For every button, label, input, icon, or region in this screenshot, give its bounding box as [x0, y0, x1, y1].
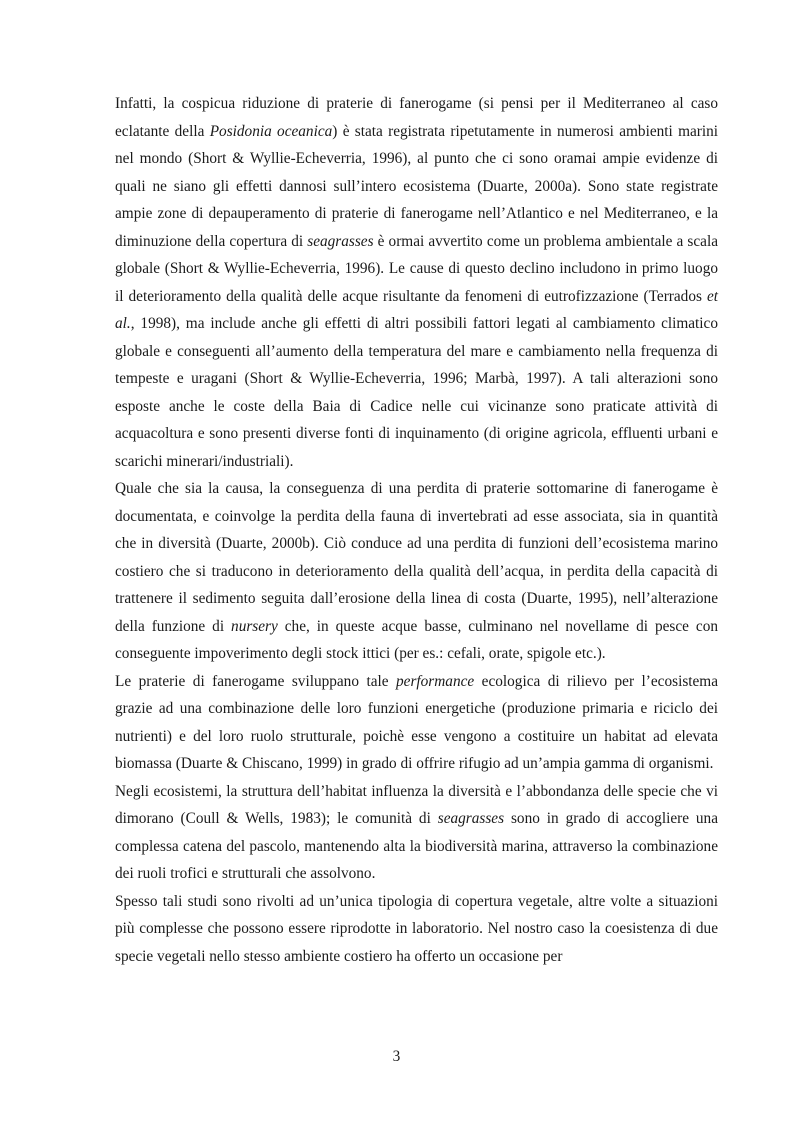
text-run: è ormai avvertito come un problema ambientale a scala globale (Short & Wyllie-Echeverria, 1996). Le cause di questo declino includono in primo luogo il deterioramento della qualità delle acque risultante da fenomeni di eutrofizzazione (Terrados	[115, 232, 718, 305]
text-run: Negli ecosistemi, la struttura dell’habitat influenza la diversità e l’abbondanza delle specie che vi dimorano (Coull & Wells, 1983); le comunità di	[115, 782, 718, 827]
text-run: Le praterie di fanerogame sviluppano tale	[115, 672, 397, 690]
text-run: ) è stata registrata ripetutamente in numerosi ambienti marini nel mondo (Short & Wyllie-Echeverria, 1996), al punto che ci sono oramai ampie evidenze di quali ne siano gli effetti dannosi sull’intero ecosistema (Duarte, 2000a). Sono state registrate ampie zone di depauperamento di praterie di fanerogame nell’Atlantico e nel Mediterraneo, e la diminuzione della copertura di	[115, 122, 718, 250]
paragraph-4	[115, 778, 718, 888]
italic-term: et al.	[115, 287, 718, 332]
text-run: Spesso tali studi sono rivolti ad un’unica tipologia di copertura vegetale, altre volte a situazioni più complesse che possono essere riprodotte in laboratorio. Nel nostro caso la coesistenza di due specie vegetali nello stesso ambiente costiero ha offerto un occasione per	[115, 892, 718, 965]
text-run: che, in queste acque basse, culminano nel novellame di pesce con conseguente impoverimento degli stock ittici (per es.: cefali, orate, spigole etc.).	[115, 617, 718, 662]
italic-term: seagrasses	[307, 232, 374, 250]
text-run: ecologica di rilievo per l’ecosistema grazie ad una combinazione delle loro funzioni energetiche (produzione primaria e riciclo dei nutrienti) e del loro ruolo strutturale, poichè esse vengono a costituire un habitat ad elevata biomassa (Duarte & Chiscano, 1999) in grado di offrire rifugio ad un’ampia gamma di organismi.	[115, 672, 718, 772]
body-text	[115, 90, 718, 970]
italic-term: performance	[396, 672, 475, 690]
page-number: 3	[392, 1048, 401, 1065]
paragraph-1	[115, 90, 718, 475]
paragraph-2	[115, 475, 718, 668]
italic-term: nursery	[231, 617, 278, 635]
text-run: Quale che sia la causa, la conseguenza di una perdita di praterie sottomarine di fanerogame è documentata, e coinvolge la perdita della fauna di invertebrati ad esse associata, sia in quantità che in diversità (Duarte, 2000b). Ciò conduce ad una perdita di funzioni dell’ecosistema marino costiero che si traducono in deterioramento della qualità dell’acqua, in perdita della capacità di trattenere il sedimento seguita dall’erosione della linea di costa (Duarte, 1995), nell’alterazione della funzione di	[115, 480, 718, 635]
italic-term: Posidonia oceanica	[209, 122, 333, 140]
paragraph-5	[115, 888, 718, 971]
italic-term: seagrasses	[437, 810, 505, 827]
text-run: sono in grado di accogliere una complessa catena del pascolo, mantenendo alta la biodiversità marina, attraverso la combinazione dei ruoli trofici e strutturali che assolvono.	[115, 810, 718, 882]
text-run: Infatti, la cospicua riduzione di praterie di fanerogame (si pensi per il Mediterraneo al caso eclatante della	[115, 95, 718, 140]
text-run: , 1998), ma include anche gli effetti di altri possibili fattori legati al cambiamento climatico globale e conseguenti all’aumento della temperatura del mare e cambiamento nella frequenza di tempeste e uragani (Short & Wyllie-Echeverria, 1996; Marbà, 1997). A tali alterazioni sono esposte anche le coste della Baia di Cadice nelle cui vicinanze sono praticate attività di acquacoltura e sono presenti diverse fonti di inquinamento (di origine agricola, effluenti urbani e scarichi minerari/industriali).	[115, 315, 718, 470]
paragraph-3	[115, 668, 718, 778]
